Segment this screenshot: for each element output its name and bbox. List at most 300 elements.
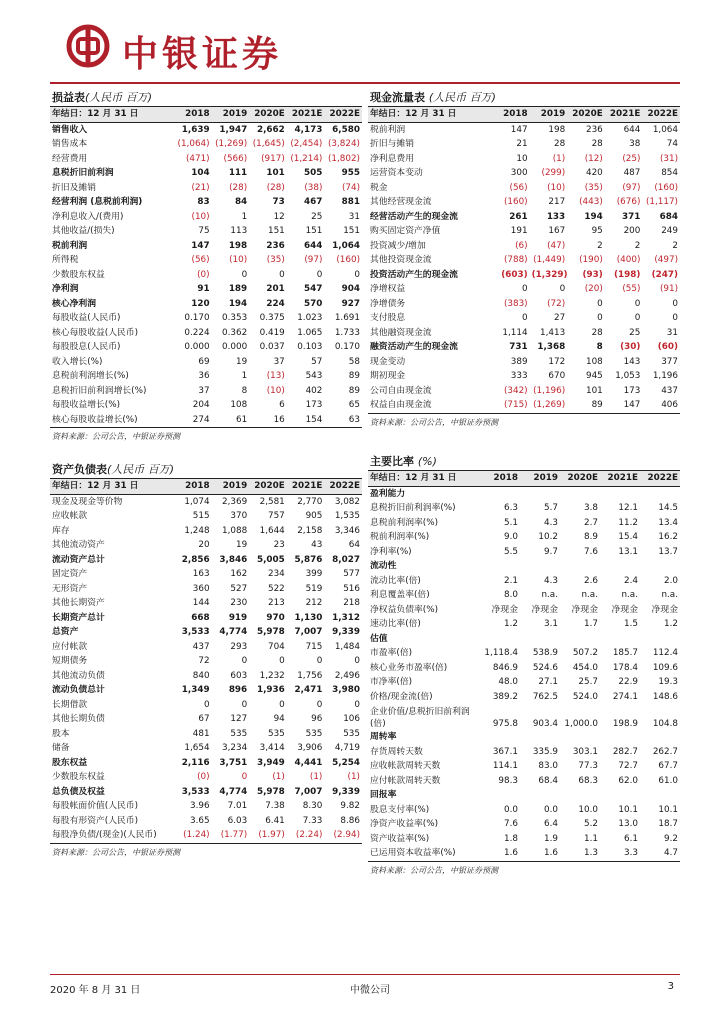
cell-value: 75 [198,226,210,236]
cell-value [560,632,600,647]
cell-value: 212 [305,598,323,608]
cell-value: 487 [623,168,641,178]
row-label: 净增债务 [370,298,406,309]
cell-value: (10) [266,385,285,396]
table-row [50,785,362,800]
footer-company: 中微公司 [350,985,390,996]
table-row [50,538,362,553]
column-header-label: 年结日：12 月 31 日 [368,471,480,486]
table-row [50,828,362,843]
table-row [368,759,680,774]
row-label: 净利率(%) [370,546,412,557]
cell-value: 3,414 [259,743,285,753]
cell-value: 0 [241,699,248,710]
cell-value: 1.023 [297,313,323,323]
table-row [368,675,680,690]
cell-value: n.a. [581,590,598,600]
cell-value: 0.0 [504,804,518,815]
cell-value: 505 [304,168,323,178]
row-label: 其他投资现金流 [370,255,432,265]
cell-value: (74) [341,182,360,193]
cell-value: (2.94) [333,830,360,840]
row-label: 经营活动产生的现金流 [370,211,458,222]
row-label: 经营费用 [52,153,88,164]
cell-value: 261 [509,211,528,222]
cell-value: 904 [341,284,360,294]
cell-value: 0 [597,313,603,323]
cell-value: 148.6 [652,691,678,702]
page-header [50,18,680,84]
table-row [50,152,362,167]
table-row [50,239,362,254]
table-row [368,545,680,560]
cell-value: 1.8 [504,833,518,844]
cell-value: 5,005 [256,554,285,565]
cell-value: 282.7 [612,746,638,757]
cell-value: 6 [279,400,285,410]
cell-value: 1.5 [624,619,638,629]
cell-value: (72) [547,298,566,309]
balance-sheet [50,462,362,858]
row-label: 周转率 [370,732,397,742]
row-label: 流动资产总计 [52,554,105,565]
cell-value [520,788,560,803]
cell-value: 6.03 [227,815,248,826]
row-label: 速动比率(倍) [370,619,421,629]
table-row [50,553,362,568]
cell-value: 217 [548,197,566,207]
row-label: 现金变动 [370,356,406,367]
cell-value: 91 [197,284,210,294]
cell-value: 4,173 [294,124,323,135]
row-label: 每股收益(人民币) [52,313,121,323]
row-label: 折旧及摊销 [52,182,96,193]
table-row [368,268,680,283]
cell-value: 1.691 [334,313,360,323]
cell-value: 1,114 [502,327,528,338]
cell-value: 0 [521,313,528,323]
table-row [50,524,362,539]
table-row [50,741,362,756]
cell-value: 467 [304,197,323,207]
cell-value: (25) [622,153,641,164]
cell-value: 8,027 [332,554,360,565]
cell-value: 194 [584,211,603,222]
cell-value: 3,980 [332,685,360,695]
cell-value: 335.9 [532,746,558,757]
cell-value: 731 [509,342,528,352]
cell-value: (60) [657,342,678,352]
cell-value: 2 [634,240,641,251]
cell-value: 881 [341,197,360,207]
cell-value: 201 [266,284,285,294]
row-label: 盈利能力 [370,488,406,499]
column-header-year: 2020E [567,107,605,122]
table-row [368,384,680,399]
cell-value: 167 [548,226,566,236]
cell-value: 0 [634,313,641,323]
cell-value: (97) [622,182,641,193]
cell-value: 5.1 [504,517,518,528]
cell-value [520,632,560,647]
cell-value: 144 [192,598,210,608]
row-label: 销售成本 [52,139,88,149]
cell-value: 262.7 [652,746,678,757]
cell-value: 10.2 [538,532,558,542]
cell-value: 213 [267,598,285,608]
table-row [50,770,362,785]
cell-value: 9,339 [332,786,360,797]
column-header-year: 2022E [640,471,680,486]
cell-value: 25.7 [578,677,598,687]
cell-value: (1,645) [252,139,285,149]
row-label: 折旧与摊销 [370,139,414,149]
cell-value: (471) [185,153,210,164]
cell-value: 13.7 [658,546,678,557]
cell-value: 19 [235,356,248,367]
row-label: 收入增长(%) [52,356,103,367]
cell-value: (31) [659,153,678,164]
table-row [368,730,680,745]
cell-value: (2,454) [290,139,323,149]
table-row [368,661,680,676]
table-row [368,632,680,647]
row-label: 市净率(倍) [370,677,413,687]
balance-table [50,479,362,844]
row-label: 流动比率(倍) [370,575,421,586]
cell-value: (299) [541,168,566,178]
table-row [50,625,362,640]
cell-value: 1,064 [332,240,360,251]
cell-value: 0.000 [222,342,248,352]
table-row [50,181,362,196]
cell-value: 143 [623,356,641,367]
cell-value: 1,654 [184,743,210,753]
cell-value: (35) [584,182,603,193]
cell-value: 96 [311,714,323,724]
cell-value: 38 [629,139,641,149]
cell-value [560,486,600,501]
cell-value: 68.3 [578,775,598,786]
table-row [50,311,362,326]
source-note: 资料来源：公司公告，中银证券预测 [370,417,498,427]
cell-value: 5.5 [504,546,518,557]
cell-value: 903.4 [532,719,558,729]
cell-value [640,559,680,574]
row-label: 其他流动资产 [52,540,105,550]
cell-value: n.a. [661,590,678,600]
cell-value: 919 [228,612,248,623]
row-label: 运营资本变动 [370,168,423,178]
cell-value: 162 [230,569,248,579]
column-header-year: 2021E [287,107,325,122]
cell-value: 3,533 [181,627,210,637]
cell-value: 127 [230,714,248,724]
cell-value: 5,978 [256,627,285,637]
cell-value: 0 [279,699,285,710]
column-header-year: 2022E [642,107,680,122]
cell-value: 5,876 [294,554,323,565]
cell-value: (1) [309,772,323,782]
cell-value: 147 [510,124,528,135]
cell-value: 1,756 [297,670,323,681]
cell-value: (13) [266,371,285,381]
cell-value: (91) [659,284,678,294]
cell-value: (1,269) [533,400,566,410]
income-statement [50,90,362,442]
cell-value: 173 [623,385,641,396]
cell-value: 2.1 [504,575,518,586]
cell-value: 846.9 [492,662,518,673]
cell-value: 1.2 [664,619,678,629]
cell-value: (1.24) [183,830,210,840]
row-label: 每股股息(人民币) [52,342,121,352]
table-row [368,181,680,196]
cell-value: 7.6 [584,546,598,557]
cell-value: 98.3 [498,775,518,786]
cell-value: 0.000 [184,342,210,352]
cell-value: 104.8 [652,719,678,729]
row-label: 期初现金 [370,371,406,381]
cell-value: (1,449) [533,255,566,265]
cell-value: 1.6 [504,848,518,858]
cell-value: (10) [229,255,248,265]
table-row [50,137,362,152]
cell-value: 1 [241,371,248,381]
cell-value [480,486,520,501]
cell-value: 101 [585,385,603,396]
table-row [50,369,362,384]
cell-value: 1,064 [652,124,678,135]
table-row [368,530,680,545]
cell-value: 547 [304,284,323,294]
cell-value: 535 [343,728,360,739]
cell-value [640,788,680,803]
cell-value: 64 [348,540,360,550]
cell-value: 524.6 [532,662,558,673]
row-label: 存货周转天数 [370,746,423,757]
cell-value: 48.0 [498,677,518,687]
cell-value: 133 [546,211,566,222]
cell-value: 8.30 [302,801,323,811]
row-label: 权益自由现金流 [370,400,432,410]
cell-value: 83.0 [538,761,558,771]
row-label: 其他经营现金流 [370,197,432,207]
cell-value: 370 [230,511,248,521]
table-row [50,712,362,727]
table-row [50,384,362,399]
row-label: 融资活动产生的现金流 [370,342,458,352]
cell-value: 230 [230,598,248,608]
source-note: 资料来源：公司公告，中银证券预测 [52,847,180,857]
row-label: 固定资产 [52,569,88,579]
row-label: 资产收益率(%) [370,833,430,844]
cell-value: 1,312 [332,612,360,623]
row-label: 息税折旧前利润增长(%) [52,385,147,396]
cell-value: 975.8 [492,719,518,729]
cell-value: 4.3 [544,517,558,528]
ratios-table [368,471,680,862]
cell-value: 净现金 [491,604,518,615]
cell-value: (443) [579,197,603,207]
table-row [50,640,362,655]
cell-value: (198) [613,269,641,280]
cell-value: 684 [659,211,678,222]
cell-value: 36 [198,371,210,381]
column-header-year: 2020E [249,479,287,494]
cell-value: (28) [266,182,285,193]
cell-value [640,730,680,745]
row-label: 储备 [52,743,70,753]
source-note: 资料来源：公司公告，中银证券预测 [52,432,180,441]
cell-value: (715) [503,400,528,410]
column-header-year: 2019 [212,107,250,122]
table-row [368,803,680,818]
table-row [368,588,680,603]
column-header-year: 2020E [249,107,287,122]
cell-value: 2,158 [297,525,323,536]
section-title: 损益表(人民币 百万) [50,90,362,107]
cell-value: 1.1 [584,833,598,844]
cell-value: 151 [343,226,360,236]
cell-value: 18.7 [658,819,678,829]
cell-value: (1,269) [215,139,248,149]
cell-value: 72.7 [618,761,638,771]
table-row [368,122,680,137]
table-row [50,340,362,355]
cell-value: 2,581 [259,496,285,507]
row-label: 每股有形资产(人民币) [52,815,139,826]
column-header-year: 2018 [174,107,212,122]
table-row [368,210,680,225]
table-row [50,253,362,268]
row-label: 应付帐款周转天数 [370,775,441,786]
cell-value: 0.419 [259,327,285,338]
cell-value: 185.7 [612,648,638,658]
cell-value: 644 [304,240,323,251]
table-row [50,413,362,428]
cell-value: (0) [197,772,210,782]
row-label: 流动负债总计 [52,685,105,695]
cell-value: (93) [582,269,603,280]
cell-value: (190) [579,255,603,265]
cell-value: 2,471 [294,685,323,695]
cashflow-table [368,107,680,414]
cell-value: (342) [503,385,528,396]
cell-value: 300 [510,168,528,178]
cell-value: 2,116 [181,757,210,768]
cell-value: (55) [622,284,641,294]
cell-value: 16 [273,414,285,425]
cell-value: 7,007 [294,786,323,797]
table-row [368,817,680,832]
cell-value: 7.01 [227,801,248,811]
section-title: 现金流量表 (人民币 百万) [368,90,680,107]
table-row [368,369,680,384]
cell-value: 37 [273,356,285,367]
table-row [368,152,680,167]
column-header-year: 2022E [324,107,362,122]
cell-value: 10.1 [658,804,678,815]
cell-value: 0.362 [222,327,248,338]
table-row [368,846,680,861]
cell-value: 0.037 [259,342,285,352]
cell-value: 1,947 [219,124,248,135]
cell-value: 420 [585,168,603,178]
cell-value: 360 [192,583,210,594]
cell-value: (1) [552,153,566,164]
row-label: 净利息费用 [370,153,414,164]
bank-of-china-logo-icon [66,24,110,68]
cell-value: 1,088 [222,525,248,536]
cell-value: 236 [266,240,285,251]
page-footer [50,974,680,1005]
table-row [50,814,362,829]
cell-value: 151 [305,226,323,236]
cell-value: 437 [661,385,678,396]
cell-value: (28) [229,182,248,193]
table-row [50,210,362,225]
cell-value: (1.77) [220,830,248,840]
cell-value: 7.38 [265,801,285,811]
cell-value: 3,846 [219,554,248,565]
cell-value: 293 [230,641,248,652]
table-row [50,727,362,742]
cell-value: 6.1 [624,833,638,844]
cell-value: 68.4 [538,775,558,786]
cell-value: 2,770 [297,496,323,507]
cell-value: 1,130 [294,612,323,623]
table-row [50,297,362,312]
key-ratios [368,454,680,876]
cell-value: 63 [348,414,360,425]
cell-value: 191 [510,226,528,236]
cell-value: 8.86 [340,815,360,826]
cell-value: 111 [228,168,248,178]
cell-value: 1.7 [584,619,598,629]
cell-value [600,730,640,745]
cell-value: 1,000.0 [564,719,598,729]
cell-value: 715 [305,641,323,652]
cell-value: 69 [198,356,210,367]
cell-value: 198.9 [612,719,638,729]
table-row [368,398,680,413]
cell-value: 535 [305,728,323,739]
row-label: 现金及现金等价物 [52,496,123,507]
row-label: 少数股东权益 [52,772,105,782]
row-label: 税前利润 [370,124,406,135]
cell-value: 89 [348,385,360,396]
cell-value: 5,254 [332,757,360,768]
cell-value: 163 [192,569,210,579]
cell-value: 8 [241,385,248,396]
row-label: 利息覆盖率(倍) [370,590,430,600]
cell-value: 27.1 [538,677,558,687]
cell-value: (6) [515,240,528,251]
cell-value: 27 [553,313,566,323]
cell-value: 19.3 [658,677,678,687]
table-row [50,683,362,698]
row-label: 投资减少/增加 [370,240,426,251]
row-label: 每股帐面价值(人民币) [52,801,139,811]
cell-value [600,788,640,803]
table-row [50,268,362,283]
cell-value: 147 [191,240,210,251]
cell-value [560,788,600,803]
row-label: 经营利润 (息税前利润) [52,197,143,207]
cell-value: 净现金 [611,604,638,615]
cash-flow-statement [368,90,680,428]
